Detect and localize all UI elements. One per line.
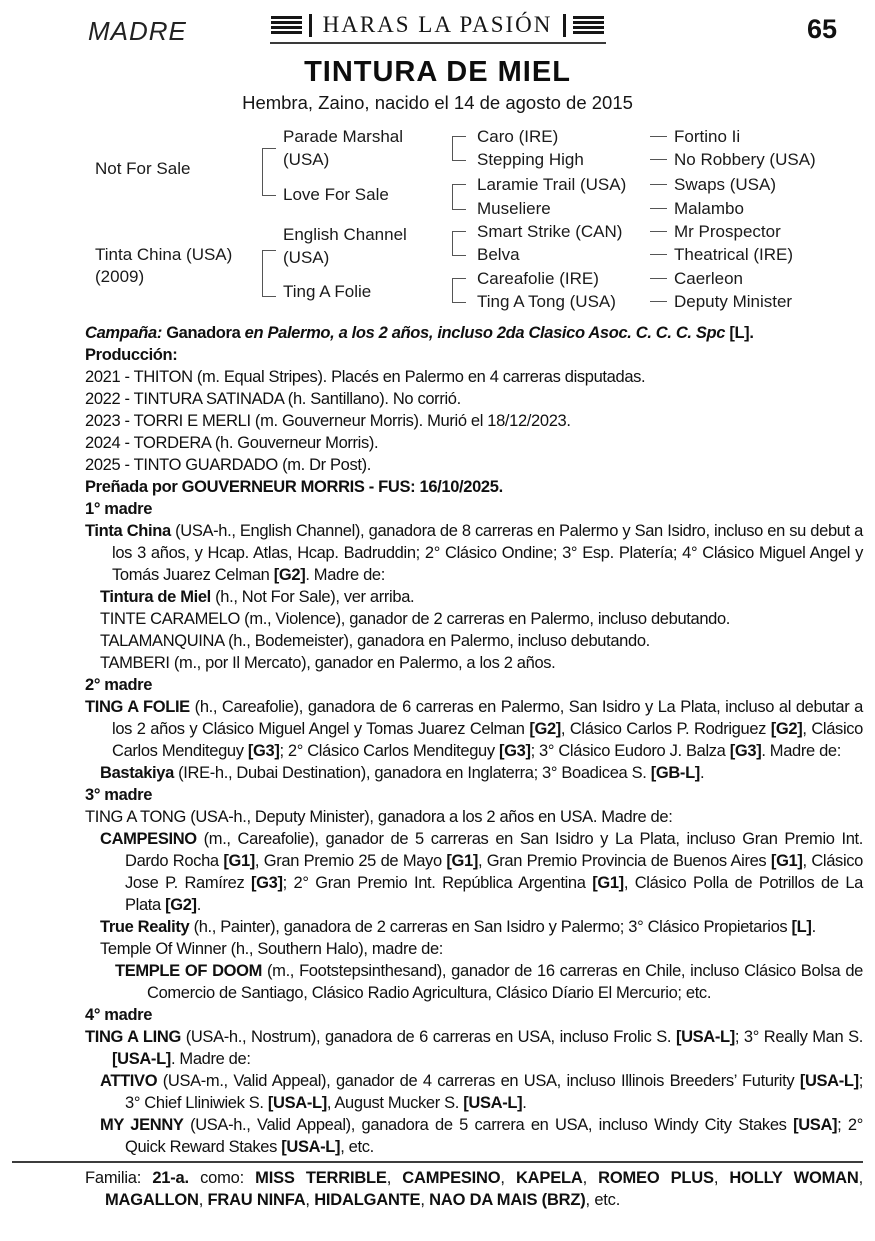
- production-heading: Producción:: [85, 346, 178, 364]
- pedigree-node: Caerleon: [674, 269, 743, 288]
- page-number: 65: [806, 14, 837, 44]
- pedigree-node: Ting A Folie: [283, 282, 372, 301]
- pedigree-node: Careafolie (IRE): [477, 269, 599, 288]
- madre1-foal-3: TALAMANQUINA (h., Bodemeister), ganadora en Palermo, incluso debutando.: [100, 632, 650, 650]
- pedigree-dash: [650, 184, 667, 185]
- prenada-line: Preñada por GOUVERNEUR MORRIS - FUS: 16/10/2025.: [85, 478, 503, 496]
- pedigree-dash: [650, 231, 667, 232]
- pedigree-dash: [650, 136, 667, 137]
- page-header: [0, 0, 875, 52]
- pedigree-node: No Robbery (USA): [674, 150, 816, 169]
- logo-divider-right-icon: [563, 14, 566, 37]
- madre4-foal-1: ATTIVO (USA-m., Valid Appeal), ganador de 4 carreras en USA, incluso Illinois Breeders’ Futurity [USA-L]; 3° Chief Lliniwiek S. [USA-L], August Mucker S. [USA-L].: [100, 1072, 863, 1112]
- madre2-dam-paragraph: TING A FOLIE (h., Careafolie), ganadora de 6 carreras en Palermo, San Isidro y La Plata, incluso al debutar a los 2 años y Clásico Miguel Angel y Tomas Juarez Celman [G2], Clásico Carlos P. Rodriguez [G2], Clásico Carlos Menditeguy [G3]; 2° Clásico Carlos Menditeguy [G3]; 3° Clásico Eudoro J. Balza [G3]. Madre de:: [85, 698, 863, 760]
- logo-row: [271, 12, 605, 38]
- logo-text: HARAS LA PASIÓN: [322, 12, 553, 37]
- madre1-foal-4: TAMBERI (m., por Il Mercato), ganador en Palermo, a los 2 años.: [100, 654, 556, 672]
- logo-bars-right-icon: [573, 16, 604, 35]
- pedigree-node: Smart Strike (CAN): [477, 222, 623, 241]
- pedigree-bracket: [452, 231, 466, 256]
- madre2-foal-1: Bastakiya (IRE-h., Dubai Destination), ganadora en Inglaterra; 3° Boadicea S. [GB-L].: [100, 764, 705, 782]
- madre3-grandfoal: TEMPLE OF DOOM (m., Footstepsinthesand), ganador de 16 carreras en Chile, incluso Clásico Bolsa de Comercio de Santiago, Clásico Radio Agricultura, Clásico Díario El Mercurio; etc.: [115, 962, 863, 1002]
- madre4-heading: 4° madre: [85, 1006, 153, 1024]
- pedigree-node: Deputy Minister: [674, 292, 793, 311]
- production-line-2022: 2022 - TINTURA SATINADA (h. Santillano). No corrió.: [85, 390, 461, 408]
- production-line-2021: 2021 - THITON (m. Equal Stripes). Placés en Palermo en 4 carreras disputadas.: [85, 368, 646, 386]
- pedigree-node: Malambo: [674, 199, 744, 218]
- production-line-2024: 2024 - TORDERA (h. Gouverneur Morris).: [85, 434, 379, 452]
- pedigree-node: Parade Marshal: [283, 127, 404, 146]
- pedigree-dash: [650, 278, 667, 279]
- pedigree-bracket: [262, 250, 276, 297]
- logo-divider-left-icon: [309, 14, 312, 37]
- pedigree-bracket: [262, 148, 276, 196]
- pedigree-node: Museliere: [477, 199, 551, 218]
- pedigree-node: (USA): [283, 248, 330, 267]
- family-footer: [12, 1161, 863, 1211]
- pedigree-node: Stepping High: [477, 150, 584, 169]
- pedigree-dash: [650, 159, 667, 160]
- logo-bars-left-icon: [271, 16, 302, 35]
- madre3-foal-2: True Reality (h., Painter), ganadora de 2 carreras en San Isidro y Palermo; 3° Clásico Propietarios [L].: [100, 918, 816, 936]
- madre2-heading: 2° madre: [85, 676, 153, 694]
- madre1-foal-1: Tintura de Miel (h., Not For Sale), ver arriba.: [100, 588, 415, 606]
- pedigree-node-dam: Tinta China (USA): [95, 245, 233, 264]
- madre3-foal-1: CAMPESINO (m., Careafolie), ganador de 5 carreras en San Isidro y La Plata, incluso Gran Premio Int. Dardo Rocha [G1], Gran Premio 25 de Mayo [G1], Gran Premio Provincia de Buenos Aires [G1], Clásico Jose P. Ramírez [G3]; 2° Gran Premio Int. República Argentina [G1], Clásico Polla de Potrillos de La Plata [G2].: [100, 830, 864, 914]
- pedigree-node: Ting A Tong (USA): [477, 292, 616, 311]
- pedigree-dash: [650, 208, 667, 209]
- pedigree-node: Belva: [477, 245, 520, 264]
- pedigree-node: Mr Prospector: [674, 222, 781, 241]
- pedigree-node: (USA): [283, 150, 330, 169]
- familia-line: Familia: 21-a. como: MISS TERRIBLE, CAMPESINO, KAPELA, ROMEO PLUS, HOLLY WOMAN, MAGALLON, FRAU NINFA, HIDALGANTE, NAO DA MAIS (BRZ), etc.: [85, 1169, 863, 1209]
- haras-la-pasion-logo: [0, 12, 875, 44]
- madre1-heading: 1° madre: [85, 500, 153, 518]
- pedigree-bracket: [452, 184, 466, 210]
- horse-description: Hembra, Zaino, nacido el 14 de agosto de 2015: [242, 92, 633, 113]
- pedigree-node: English Channel: [283, 225, 407, 244]
- madre4-dam-paragraph: TING A LING (USA-h., Nostrum), ganadora de 6 carreras en USA, incluso Frolic S. [USA-L]; 3° Really Man S. [USA-L]. Madre de:: [85, 1028, 864, 1068]
- pedigree-dash: [650, 301, 667, 302]
- pedigree-node: Laramie Trail (USA): [477, 175, 627, 194]
- page-body: [85, 322, 863, 1158]
- pedigree-node-sire: Not For Sale: [95, 159, 191, 178]
- madre4-foal-2: MY JENNY (USA-h., Valid Appeal), ganadora de 5 carrera en USA, incluso Windy City Stakes [USA]; 2° Quick Reward Stakes [USA-L], etc.: [100, 1116, 863, 1156]
- section-label: MADRE: [88, 16, 187, 46]
- campaign-line: Campaña: Ganadora en Palermo, a los 2 años, incluso 2da Clasico Asoc. C. C. C. Spc [L].: [85, 324, 754, 342]
- pedigree-node: Fortino Ii: [674, 127, 741, 146]
- production-line-2023: 2023 - TORRI E MERLI (m. Gouverneur Morris). Murió el 18/12/2023.: [85, 412, 571, 430]
- madre3-dam-paragraph: TING A TONG (USA-h., Deputy Minister), ganadora a los 2 años en USA. Madre de:: [85, 808, 673, 826]
- production-line-2025: 2025 - TINTO GUARDADO (m. Dr Post).: [85, 456, 372, 474]
- madre1-dam-paragraph: Tinta China (USA-h., English Channel), ganadora de 8 carreras en Palermo y San Isidro, incluso en su debut a los 3 años, y Hcap. Atlas, Hcap. Badruddin; 2° Clásico Ondine; 3° Esp. Platería; 4° Clásico Miguel Angel y Tomás Juarez Celman [G2]. Madre de:: [85, 522, 863, 584]
- pedigree-node: Swaps (USA): [674, 175, 777, 194]
- madre3-heading: 3° madre: [85, 786, 153, 804]
- pedigree-node-dam-year: (2009): [95, 267, 145, 286]
- pedigree-node: Caro (IRE): [477, 127, 559, 146]
- pedigree-node: Love For Sale: [283, 185, 389, 204]
- horse-name-title: TINTURA DE MIEL: [304, 56, 571, 88]
- pedigree-bracket: [452, 278, 466, 303]
- madre1-foal-2: TINTE CARAMELO (m., Violence), ganador de 2 carreras en Palermo, incluso debutando.: [100, 610, 731, 628]
- pedigree-node: Theatrical (IRE): [674, 245, 794, 264]
- pedigree-bracket: [452, 136, 466, 161]
- pedigree-chart: [0, 120, 875, 318]
- logo-underline: [270, 42, 606, 44]
- pedigree-dash: [650, 254, 667, 255]
- madre3-foal-3: Temple Of Winner (h., Southern Halo), madre de:: [100, 940, 444, 958]
